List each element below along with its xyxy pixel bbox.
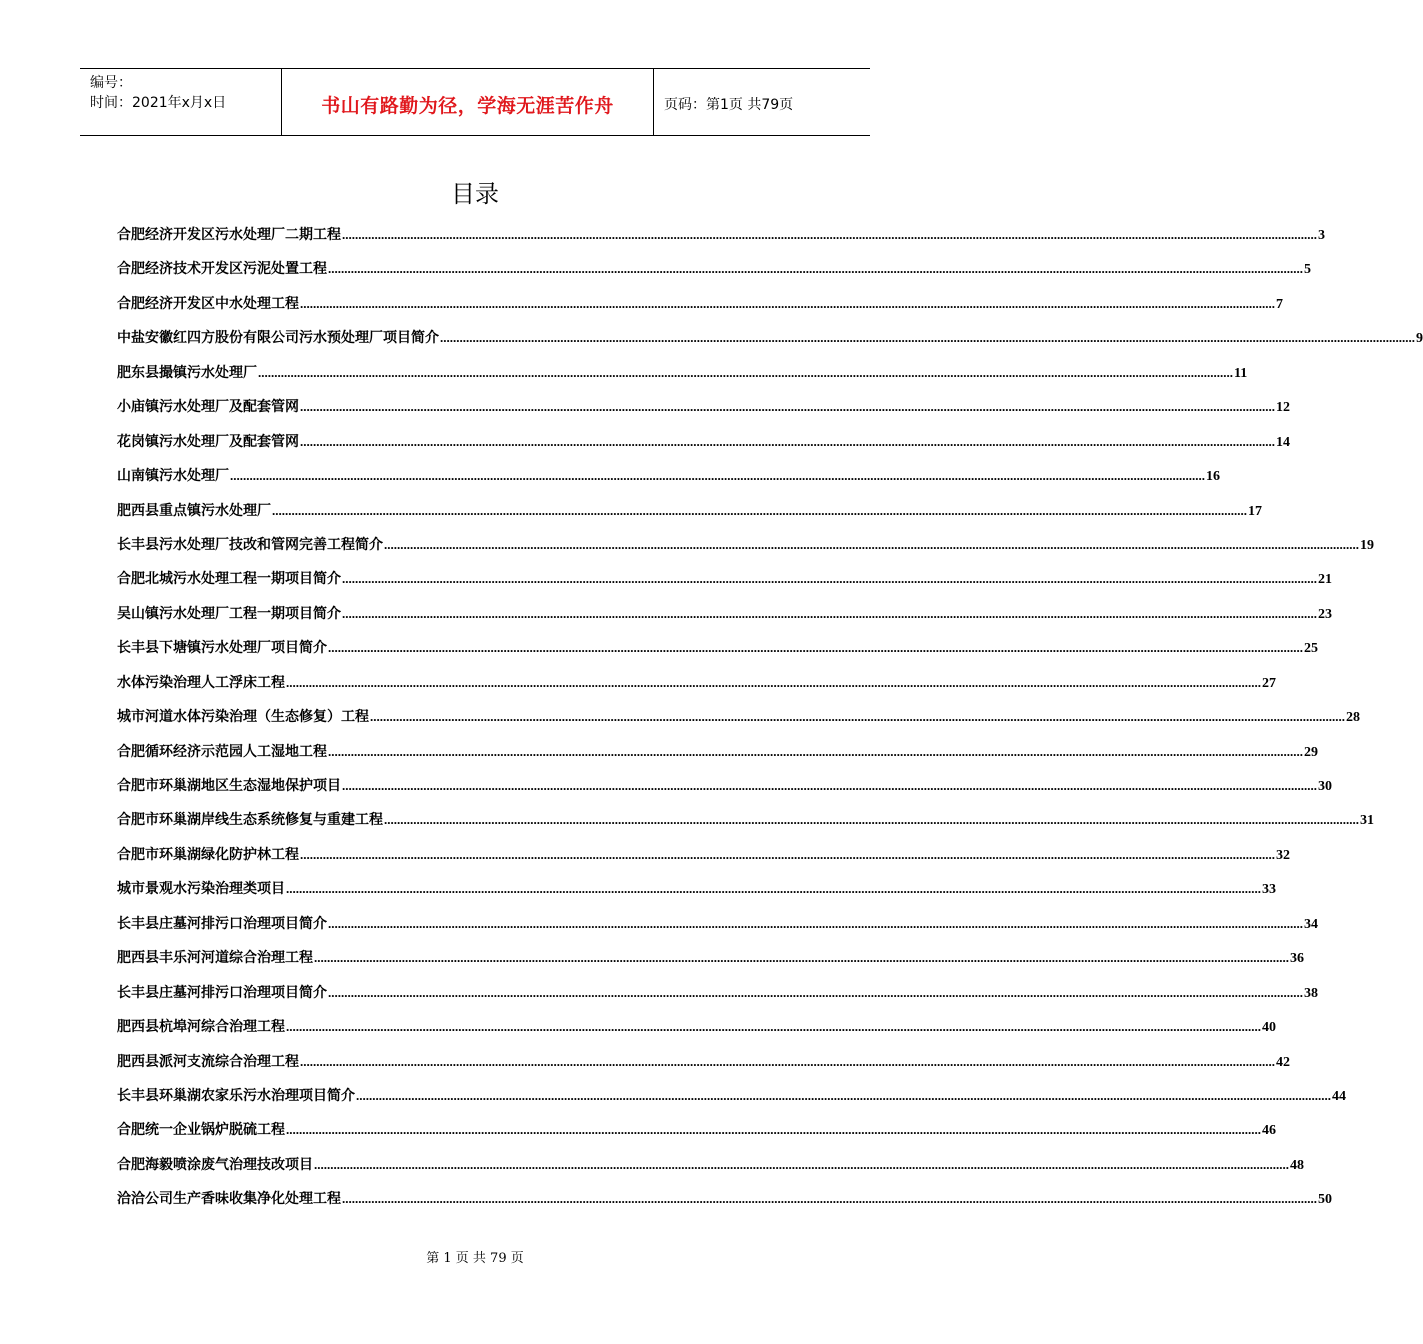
toc-entry-label: 合肥市环巢湖绿化防护林工程 <box>117 846 299 863</box>
toc-entry[interactable] <box>117 741 1318 775</box>
toc-leader-dots: ............................................................................................................................................................................................................................................................................................................ <box>286 1019 1261 1035</box>
toc-entry[interactable] <box>117 258 1311 292</box>
toc-leader-dots: ............................................................................................................................................................................................................................................................................................................ <box>286 674 1261 690</box>
toc-leader-dots: ............................................................................................................................................................................................................................................................................................................ <box>328 915 1303 931</box>
header-divider <box>653 69 654 135</box>
toc-entry-page: 38 <box>1304 985 1318 1001</box>
toc-entry-label: 肥西县派河支流综合治理工程 <box>117 1053 299 1070</box>
toc-entry[interactable] <box>117 672 1276 706</box>
toc-entry-label: 肥东县撮镇污水处理厂 <box>117 364 257 381</box>
toc-entry-label: 肥西县丰乐河河道综合治理工程 <box>117 950 313 967</box>
toc-entry-label: 合肥经济开发区中水处理工程 <box>117 295 299 312</box>
toc-leader-dots: ............................................................................................................................................................................................................................................................................................................ <box>328 984 1303 1000</box>
toc-entry-page: 16 <box>1206 469 1220 485</box>
page-title: 目录 <box>451 180 499 208</box>
toc-leader-dots: ............................................................................................................................................................................................................................................................................................................ <box>356 1087 1331 1103</box>
toc-entry[interactable] <box>117 809 1374 843</box>
toc-leader-dots: ............................................................................................................................................................................................................................................................................................................ <box>300 1053 1275 1069</box>
toc-entry[interactable] <box>117 465 1220 499</box>
toc-entry-label: 长丰县下塘镇污水处理厂项目简介 <box>117 640 327 657</box>
toc-entry-page: 36 <box>1290 951 1304 967</box>
toc-entry-label: 长丰县环巢湖农家乐污水治理项目简介 <box>117 1087 355 1104</box>
toc-entry-page: 30 <box>1318 779 1332 794</box>
toc-entry-page: 29 <box>1304 744 1318 760</box>
toc-entry[interactable] <box>117 500 1262 534</box>
toc-entry-page: 32 <box>1276 847 1290 863</box>
toc-entry[interactable] <box>117 293 1283 327</box>
toc-leader-dots: ............................................................................................................................................................................................................................................................................................................ <box>272 502 1247 518</box>
toc-entry[interactable] <box>117 431 1290 465</box>
toc-leader-dots: ............................................................................................................................................................................................................................................................................................................ <box>328 261 1303 277</box>
toc-entry-page: 5 <box>1304 262 1311 278</box>
toc-entry-label: 吴山镇污水处理厂工程一期项目简介 <box>117 605 341 622</box>
toc-leader-dots: ............................................................................................................................................................................................................................................................................................................ <box>300 399 1275 415</box>
toc-entry-page: 48 <box>1290 1157 1304 1173</box>
toc-entry-label: 合肥循环经济示范园人工湿地工程 <box>117 743 327 760</box>
toc-entry-page: 7 <box>1276 296 1283 312</box>
toc-leader-dots: ............................................................................................................................................................................................................................................................................................................ <box>384 812 1359 828</box>
header-motto: 书山有路勤为径，学海无涯苦作舟 <box>321 95 614 117</box>
table-of-contents <box>117 224 1423 1223</box>
toc-entry-label: 合肥海毅喷涂废气治理技改项目 <box>117 1156 313 1173</box>
toc-entry-page: 34 <box>1304 916 1318 932</box>
toc-entry-page: 31 <box>1360 813 1374 829</box>
toc-entry-label: 长丰县污水处理厂技改和管网完善工程简介 <box>117 536 383 553</box>
toc-entry[interactable] <box>117 1119 1276 1153</box>
toc-entry[interactable] <box>117 224 1325 258</box>
toc-entry-label: 肥西县重点镇污水处理厂 <box>117 502 271 519</box>
toc-leader-dots: ............................................................................................................................................................................................................................................................................................................ <box>342 1191 1317 1207</box>
toc-leader-dots: ............................................................................................................................................................................................................................................................................................................ <box>342 778 1317 793</box>
toc-entry-label: 山南镇污水处理厂 <box>117 468 229 485</box>
toc-entry[interactable] <box>117 706 1360 740</box>
toc-entry-page: 9 <box>1416 331 1423 347</box>
toc-entry[interactable] <box>117 1016 1276 1050</box>
toc-entry[interactable] <box>117 913 1318 947</box>
toc-entry-page: 40 <box>1262 1020 1276 1036</box>
toc-leader-dots: ............................................................................................................................................................................................................................................................................................................ <box>300 295 1275 311</box>
toc-entry[interactable] <box>117 362 1248 396</box>
toc-entry[interactable] <box>117 775 1332 809</box>
toc-entry-label: 长丰县庄墓河排污口治理项目简介 <box>117 984 327 1001</box>
toc-entry-label: 长丰县庄墓河排污口治理项目简介 <box>117 915 327 932</box>
toc-entry-label: 合肥经济开发区污水处理厂二期工程 <box>117 227 341 243</box>
toc-entry-page: 33 <box>1262 882 1276 898</box>
toc-entry[interactable] <box>117 603 1332 637</box>
toc-entry-label: 花岗镇污水处理厂及配套管网 <box>117 433 299 450</box>
toc-entry-label: 城市景观水污染治理类项目 <box>117 881 285 898</box>
toc-entry[interactable] <box>117 1154 1304 1188</box>
header-meta <box>90 73 226 113</box>
toc-entry-label: 合肥统一企业锅炉脱硫工程 <box>117 1122 285 1139</box>
toc-leader-dots: ............................................................................................................................................................................................................................................................................................................ <box>230 468 1205 484</box>
toc-entry[interactable] <box>117 1051 1290 1085</box>
toc-entry-label: 中盐安徽红四方股份有限公司污水预处理厂项目简介 <box>117 330 439 347</box>
toc-entry-label: 肥西县杭埠河综合治理工程 <box>117 1019 285 1036</box>
toc-entry[interactable] <box>117 1085 1346 1119</box>
toc-entry[interactable] <box>117 982 1318 1016</box>
header-page-info: 页码：第1页 共79页 <box>664 97 794 113</box>
toc-leader-dots: ............................................................................................................................................................................................................................................................................................................ <box>300 433 1275 449</box>
toc-entry-page: 23 <box>1318 606 1332 622</box>
toc-leader-dots: ............................................................................................................................................................................................................................................................................................................ <box>370 709 1345 725</box>
toc-leader-dots: ............................................................................................................................................................................................................................................................................................................ <box>300 846 1275 862</box>
toc-leader-dots: ............................................................................................................................................................................................................................................................................................................ <box>314 950 1289 966</box>
toc-entry-page: 28 <box>1346 710 1360 726</box>
toc-entry-label: 合肥市环巢湖地区生态湿地保护项目 <box>117 778 341 794</box>
toc-leader-dots: ............................................................................................................................................................................................................................................................................................................ <box>328 743 1303 759</box>
toc-leader-dots: ............................................................................................................................................................................................................................................................................................................ <box>286 881 1261 897</box>
toc-entry-label: 城市河道水体污染治理（生态修复）工程 <box>117 709 369 726</box>
toc-entry-page: 21 <box>1318 572 1332 588</box>
toc-entry[interactable] <box>117 844 1290 878</box>
toc-entry-page: 17 <box>1248 503 1262 519</box>
toc-leader-dots: ............................................................................................................................................................................................................................................................................................................ <box>342 571 1317 587</box>
toc-entry-page: 14 <box>1276 434 1290 450</box>
toc-entry-page: 11 <box>1234 365 1248 381</box>
toc-entry-page: 50 <box>1318 1192 1332 1208</box>
toc-entry-page: 19 <box>1360 537 1374 553</box>
toc-entry[interactable] <box>117 878 1276 912</box>
toc-leader-dots: ............................................................................................................................................................................................................................................................................................................ <box>286 1122 1261 1138</box>
page-header <box>80 68 870 136</box>
toc-leader-dots: ............................................................................................................................................................................................................................................................................................................ <box>342 605 1317 621</box>
toc-leader-dots: ............................................................................................................................................................................................................................................................................................................ <box>342 227 1317 242</box>
toc-leader-dots: ............................................................................................................................................................................................................................................................................................................ <box>314 1156 1289 1172</box>
toc-entry-page: 27 <box>1262 675 1276 691</box>
toc-entry-page: 12 <box>1276 400 1290 416</box>
toc-entry-page: 46 <box>1262 1123 1276 1139</box>
toc-entry-page: 44 <box>1332 1088 1346 1104</box>
time-label: 时间：2021年x月x日 <box>90 95 227 111</box>
toc-leader-dots: ............................................................................................................................................................................................................................................................................................................ <box>440 330 1415 346</box>
toc-entry-page: 25 <box>1304 641 1318 657</box>
number-label: 编号： <box>90 75 132 91</box>
toc-entry[interactable] <box>117 534 1374 568</box>
toc-entry-page: 3 <box>1318 228 1325 243</box>
toc-entry-label: 洽洽公司生产香味收集净化处理工程 <box>117 1191 341 1208</box>
toc-entry[interactable] <box>117 396 1290 430</box>
toc-entry-label: 合肥北城污水处理工程一期项目简介 <box>117 571 341 588</box>
toc-entry-page: 42 <box>1276 1054 1290 1070</box>
toc-leader-dots: ............................................................................................................................................................................................................................................................................................................ <box>384 536 1359 552</box>
toc-entry[interactable] <box>117 637 1318 671</box>
toc-entry-label: 水体污染治理人工浮床工程 <box>117 674 285 691</box>
toc-entry-label: 合肥市环巢湖岸线生态系统修复与重建工程 <box>117 812 383 829</box>
toc-entry[interactable] <box>117 327 1423 361</box>
toc-entry[interactable] <box>117 947 1304 981</box>
toc-leader-dots: ............................................................................................................................................................................................................................................................................................................ <box>258 364 1233 380</box>
page-footer: 第 1 页 共 79 页 <box>426 1251 524 1266</box>
toc-entry-label: 小庙镇污水处理厂及配套管网 <box>117 399 299 416</box>
toc-leader-dots: ............................................................................................................................................................................................................................................................................................................ <box>328 640 1303 656</box>
toc-entry-label: 合肥经济技术开发区污泥处置工程 <box>117 261 327 278</box>
toc-entry[interactable] <box>117 1188 1332 1222</box>
toc-entry[interactable] <box>117 568 1332 602</box>
